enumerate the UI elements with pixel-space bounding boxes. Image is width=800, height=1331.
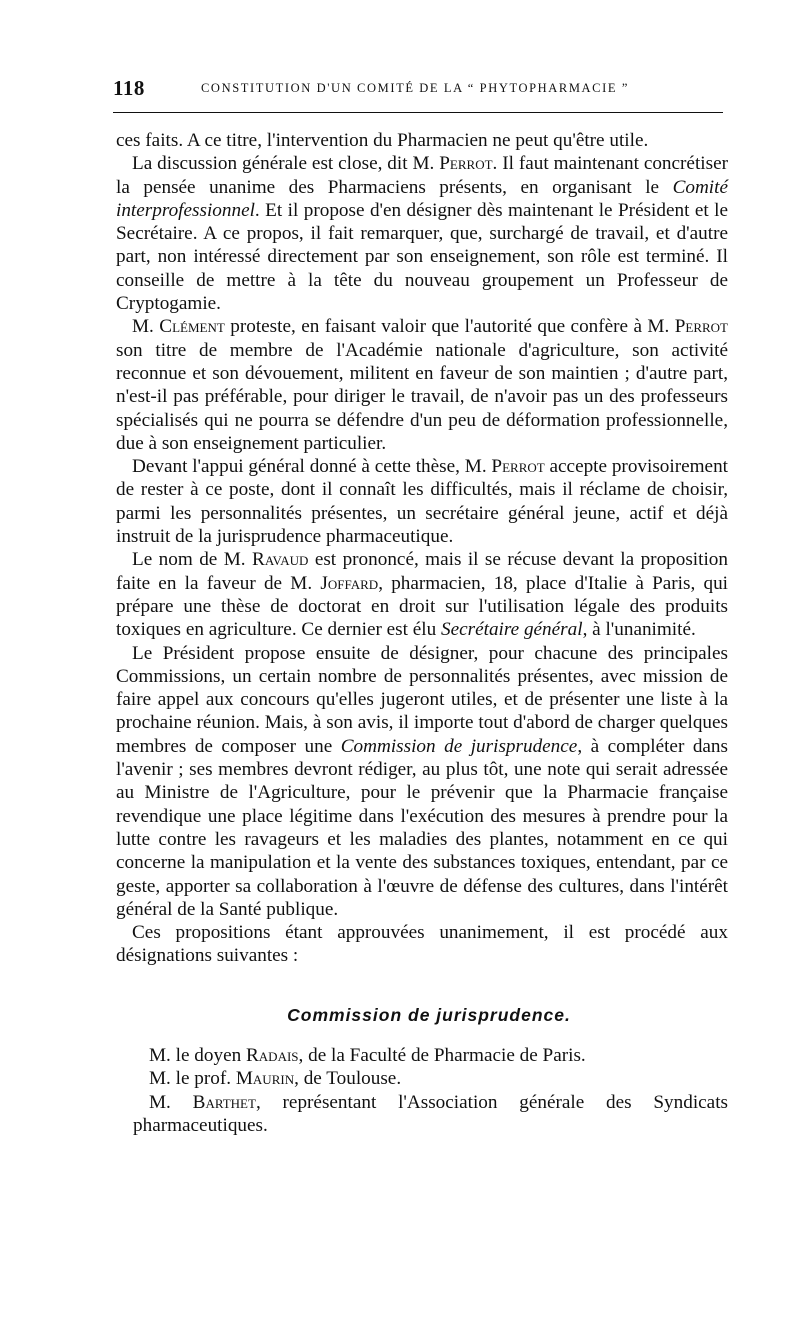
page-header bbox=[113, 74, 723, 104]
paragraph-clement-protest: M. Clément proteste, en faisant valoir que l'autorité que confère à M. Perrot son titre de membre de l'Académie nationale d'agriculture, son activité reconnue et son dévouement, militent en faveur de son maintien ; d'autre part, n'est-il pas préférable, pour diriger le travail, de n'avoir pas un des professeurs spécialisés qui ne pourra se défendre d'un peu de déformation professionnelle, due à son enseignement particulier. bbox=[116, 316, 729, 454]
person-name: Perrot bbox=[491, 456, 545, 478]
page-number: 118 bbox=[113, 76, 145, 100]
section-heading: Commission de jurisprudence. bbox=[287, 1004, 571, 1025]
person-name: Ravaud bbox=[252, 549, 309, 571]
paragraph-perrot-accepts: Devant l'appui général donné à cette thèse, M. Perrot accepte provisoirement de rester à ce poste, dont il connaît les difficultés, mais il réclame de choisir, parmi les personnalités présentes, un secrétaire général jeune, actif et déjà instruit de la jurisprudence pharmaceutique. bbox=[116, 456, 728, 548]
person-name: Joffard bbox=[320, 572, 379, 594]
paragraph-continuation: ces faits. A ce titre, l'intervention du Pharmacien ne peut qu'être utile. bbox=[116, 130, 649, 151]
paragraph-designations: Ces propositions étant approuvées unanimement, il est procédé aux désignations suivantes : bbox=[116, 922, 728, 967]
person-name: Perrot bbox=[439, 153, 493, 175]
commission-member: M. le prof. Maurin, de Toulouse. bbox=[149, 1068, 402, 1090]
person-name: Perrot bbox=[674, 316, 729, 338]
running-title: CONSTITUTION D'UN COMITÉ DE LA “ PHYTOPHARMACIE ” bbox=[201, 81, 629, 95]
person-name: Maurin bbox=[235, 1068, 295, 1090]
paragraph-secretary-election: Le nom de M. Ravaud est prononcé, mais il se récuse devant la proposition faite en la faveur de M. Joffard, pharmacien, 18, place d'Italie à Paris, qui prépare une thèse de doctorat en droit sur l'utilisation légale des produits toxiques en agriculture. Ce dernier est élu Secrétaire général, à l'unanimité. bbox=[116, 549, 728, 641]
commission-member: M. le doyen Radais, de la Faculté de Pharmacie de Paris. bbox=[149, 1044, 586, 1066]
paragraph-discussion-close: La discussion générale est close, dit M. Perrot. Il faut maintenant concrétiser la pensée unanime des Pharmaciens présents, en organisant le Comité interprofessionnel. Et il propose d'en désigner dès maintenant le Président et le Secrétaire. A ce propos, il fait remarquer, que, surchargé de travail, et d'autre part, non intéressé directement par son enseignement, son rôle est terminé. Il conseille de mettre à la tête du nouveau groupement un Professeur de Cryptogamie. bbox=[116, 153, 728, 315]
page-body bbox=[116, 129, 728, 1137]
person-name: Clément bbox=[159, 316, 225, 338]
header-rule bbox=[113, 112, 723, 113]
paragraph-commissions: Le Président propose ensuite de désigner, pour chacune des principales Commissions, un certain nombre de personnalités présentes, avec mission de faire appel aux concours qu'elles jugeront utiles, et de présenter une liste à la prochaine réunion. Mais, à son avis, il importe tout d'abord de charger quelques membres de composer une Commission de jurisprudence, à compléter dans l'avenir ; ses membres devront rédiger, au plus tôt, une note qui serait adressée au Ministre de l'Agriculture, pour le prévenir que la Pharmacie française revendique une place légitime dans l'exécution des mesures à prendre pour la lutte contre les ravageurs et les maladies des plantes, notamment en ce qui concerne la manipulation et la vente des substances toxiques, entendant, par ce geste, apporter sa collaboration à l'œuvre de défense des cultures, dans l'intérêt général de la Santé publique. bbox=[116, 642, 728, 920]
person-name: Barthet bbox=[192, 1091, 256, 1113]
commission-member: M. Barthet, représentant l'Association générale des Syndicats pharmaceutiques. bbox=[133, 1091, 728, 1136]
person-name: Radais bbox=[246, 1044, 299, 1066]
